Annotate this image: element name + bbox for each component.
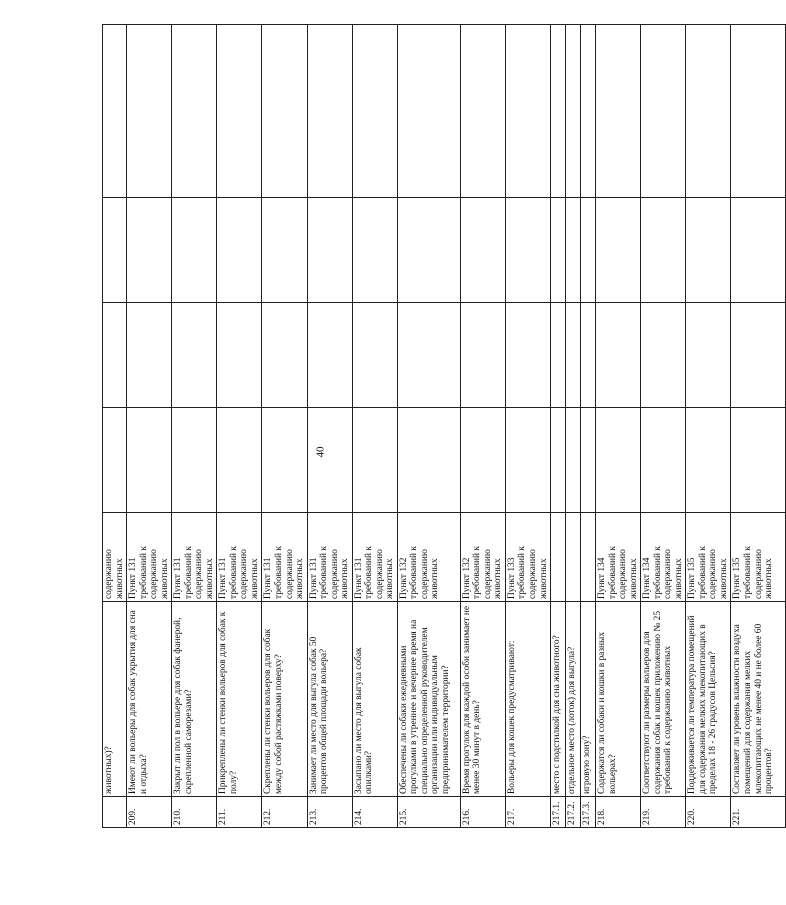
row-number: 212. — [262, 797, 307, 828]
table-row — [460, 25, 505, 828]
answer-no-cell — [566, 303, 581, 408]
requirement-question: Имеют ли вольеры для собак укрытия для сна и отдыха? — [127, 602, 172, 797]
rotated-page-content — [102, 60, 775, 828]
legal-reference: Пункт 132 требований к содержанию животных — [460, 513, 505, 602]
table-row — [686, 25, 731, 828]
note-cell — [352, 25, 397, 198]
row-number: 217.2. — [566, 797, 581, 828]
not-applicable-cell — [103, 198, 127, 303]
answer-yes-cell — [397, 408, 460, 513]
answer-no-cell — [641, 303, 686, 408]
answer-yes-cell — [103, 408, 127, 513]
note-cell — [566, 25, 581, 198]
not-applicable-cell — [352, 198, 397, 303]
row-number: 217. — [505, 797, 550, 828]
note-cell — [686, 25, 731, 198]
row-number: 215. — [397, 797, 460, 828]
checklist-table — [102, 24, 786, 828]
table-row — [566, 25, 581, 828]
answer-no-cell — [127, 303, 172, 408]
requirement-question: Скреплены ли стенки вольеров для собак между собой растяжками поверху? — [262, 602, 307, 797]
note-cell — [505, 25, 550, 198]
row-number: 210. — [172, 797, 217, 828]
row-number: 221. — [731, 797, 786, 828]
requirement-question: Занимает ли место для выгула собак 50 процентов общей площади вольера? — [307, 602, 352, 797]
requirement-question: Содержатся ли собаки и кошки в разных вольерах? — [596, 602, 641, 797]
table-row — [172, 25, 217, 828]
note-cell — [641, 25, 686, 198]
answer-no-cell — [581, 303, 596, 408]
row-number: 211. — [217, 797, 262, 828]
requirement-question: Соответствуют ли размеры вольеров для содержания собак и кошек приложению № 25 требований к содержанию животных — [641, 602, 686, 797]
row-number: 214. — [352, 797, 397, 828]
checklist-body — [103, 25, 786, 828]
page-number: 40 — [314, 446, 327, 458]
requirement-question: Закрыт ли пол в вольере для собак фанерой, скрепленной саморезами? — [172, 602, 217, 797]
answer-no-cell — [307, 303, 352, 408]
legal-reference — [581, 513, 596, 602]
table-row — [352, 25, 397, 828]
table-row — [641, 25, 686, 828]
legal-reference: Пункт 135 требований к содержанию животных — [686, 513, 731, 602]
answer-yes-cell — [596, 408, 641, 513]
row-number: 219. — [641, 797, 686, 828]
note-cell — [581, 25, 596, 198]
requirement-question: Засыпано ли место для выгула собак опилками? — [352, 602, 397, 797]
legal-reference: Пункт 131 требований к содержанию животных — [172, 513, 217, 602]
note-cell — [596, 25, 641, 198]
table-row — [397, 25, 460, 828]
row-number: 217.3. — [581, 797, 596, 828]
answer-no-cell — [352, 303, 397, 408]
table-row — [581, 25, 596, 828]
not-applicable-cell — [217, 198, 262, 303]
legal-reference: Пункт 131 требований к содержанию животных — [307, 513, 352, 602]
legal-reference: Пункт 133 требований к содержанию животных — [505, 513, 550, 602]
answer-yes-cell — [581, 408, 596, 513]
requirement-question: Обеспечены ли собаки ежедневными прогулками в утреннее и вечернее время на специально определенной руководителем организации или индивидуальным предпринимателем территории? — [397, 602, 460, 797]
requirement-question: животных)? — [103, 602, 127, 797]
not-applicable-cell — [581, 198, 596, 303]
legal-reference: Пункт 132 требований к содержанию животных — [397, 513, 460, 602]
answer-yes-cell — [127, 408, 172, 513]
answer-yes-cell — [307, 408, 352, 513]
not-applicable-cell — [566, 198, 581, 303]
table-row — [262, 25, 307, 828]
legal-reference: Пункт 134 требований к содержанию животных — [641, 513, 686, 602]
answer-no-cell — [172, 303, 217, 408]
row-number: 213. — [307, 797, 352, 828]
note-cell — [307, 25, 352, 198]
note-cell — [103, 25, 127, 198]
table-row — [731, 25, 786, 828]
requirement-question: отдельное место (лоток) для выгула? — [566, 602, 581, 797]
requirement-question: Время прогулок для каждой особи занимает не менее 30 минут в день? — [460, 602, 505, 797]
answer-no-cell — [731, 303, 786, 408]
not-applicable-cell — [505, 198, 550, 303]
row-number: 216. — [460, 797, 505, 828]
requirement-question: Составляет ли уровень влажности воздуха помещений для содержания мелких млекопитающих не менее 40 и не более 60 процентов? — [731, 602, 786, 797]
table-row — [551, 25, 566, 828]
requirement-question: игровую зону? — [581, 602, 596, 797]
legal-reference: Пункт 135 требований к содержанию животных — [731, 513, 786, 602]
note-cell — [127, 25, 172, 198]
table-row — [127, 25, 172, 828]
answer-yes-cell — [217, 408, 262, 513]
requirement-question: место с подстилкой для сна животного? — [551, 602, 566, 797]
table-row — [103, 25, 127, 828]
row-number: 217.1. — [551, 797, 566, 828]
not-applicable-cell — [731, 198, 786, 303]
answer-no-cell — [217, 303, 262, 408]
legal-reference: Пункт 131 требований к содержанию животных — [127, 513, 172, 602]
answer-no-cell — [262, 303, 307, 408]
note-cell — [217, 25, 262, 198]
answer-no-cell — [460, 303, 505, 408]
note-cell — [397, 25, 460, 198]
answer-yes-cell — [641, 408, 686, 513]
answer-yes-cell — [505, 408, 550, 513]
row-number: 220. — [686, 797, 731, 828]
not-applicable-cell — [127, 198, 172, 303]
not-applicable-cell — [397, 198, 460, 303]
table-row — [307, 25, 352, 828]
answer-yes-cell — [460, 408, 505, 513]
answer-yes-cell — [731, 408, 786, 513]
answer-yes-cell — [551, 408, 566, 513]
not-applicable-cell — [172, 198, 217, 303]
table-row — [505, 25, 550, 828]
not-applicable-cell — [686, 198, 731, 303]
requirement-question: Вольеры для кошек предусматривают: — [505, 602, 550, 797]
not-applicable-cell — [262, 198, 307, 303]
legal-reference: Пункт 131 требований к содержанию животных — [217, 513, 262, 602]
answer-yes-cell — [352, 408, 397, 513]
table-row — [217, 25, 262, 828]
note-cell — [172, 25, 217, 198]
legal-reference: содержанию животных — [103, 513, 127, 602]
row-number — [103, 797, 127, 828]
not-applicable-cell — [307, 198, 352, 303]
answer-yes-cell — [262, 408, 307, 513]
note-cell — [731, 25, 786, 198]
not-applicable-cell — [551, 198, 566, 303]
not-applicable-cell — [596, 198, 641, 303]
not-applicable-cell — [641, 198, 686, 303]
answer-no-cell — [686, 303, 731, 408]
legal-reference: Пункт 131 требований к содержанию животных — [262, 513, 307, 602]
legal-reference: Пункт 131 требований к содержанию животных — [352, 513, 397, 602]
note-cell — [460, 25, 505, 198]
row-number: 218. — [596, 797, 641, 828]
legal-reference — [551, 513, 566, 602]
answer-no-cell — [103, 303, 127, 408]
answer-yes-cell — [172, 408, 217, 513]
note-cell — [551, 25, 566, 198]
requirement-question: Прикреплены ли стенки вольеров для собак к полу? — [217, 602, 262, 797]
table-row — [596, 25, 641, 828]
answer-yes-cell — [686, 408, 731, 513]
not-applicable-cell — [460, 198, 505, 303]
legal-reference: Пункт 134 требований к содержанию животных — [596, 513, 641, 602]
answer-no-cell — [551, 303, 566, 408]
answer-no-cell — [596, 303, 641, 408]
row-number: 209. — [127, 797, 172, 828]
answer-no-cell — [505, 303, 550, 408]
legal-reference — [566, 513, 581, 602]
answer-yes-cell — [566, 408, 581, 513]
requirement-question: Поддерживается ли температура помещений для содержания мелких млекопитающих в пределах 18 - 26 градусов Цельсия? — [686, 602, 731, 797]
note-cell — [262, 25, 307, 198]
answer-no-cell — [397, 303, 460, 408]
